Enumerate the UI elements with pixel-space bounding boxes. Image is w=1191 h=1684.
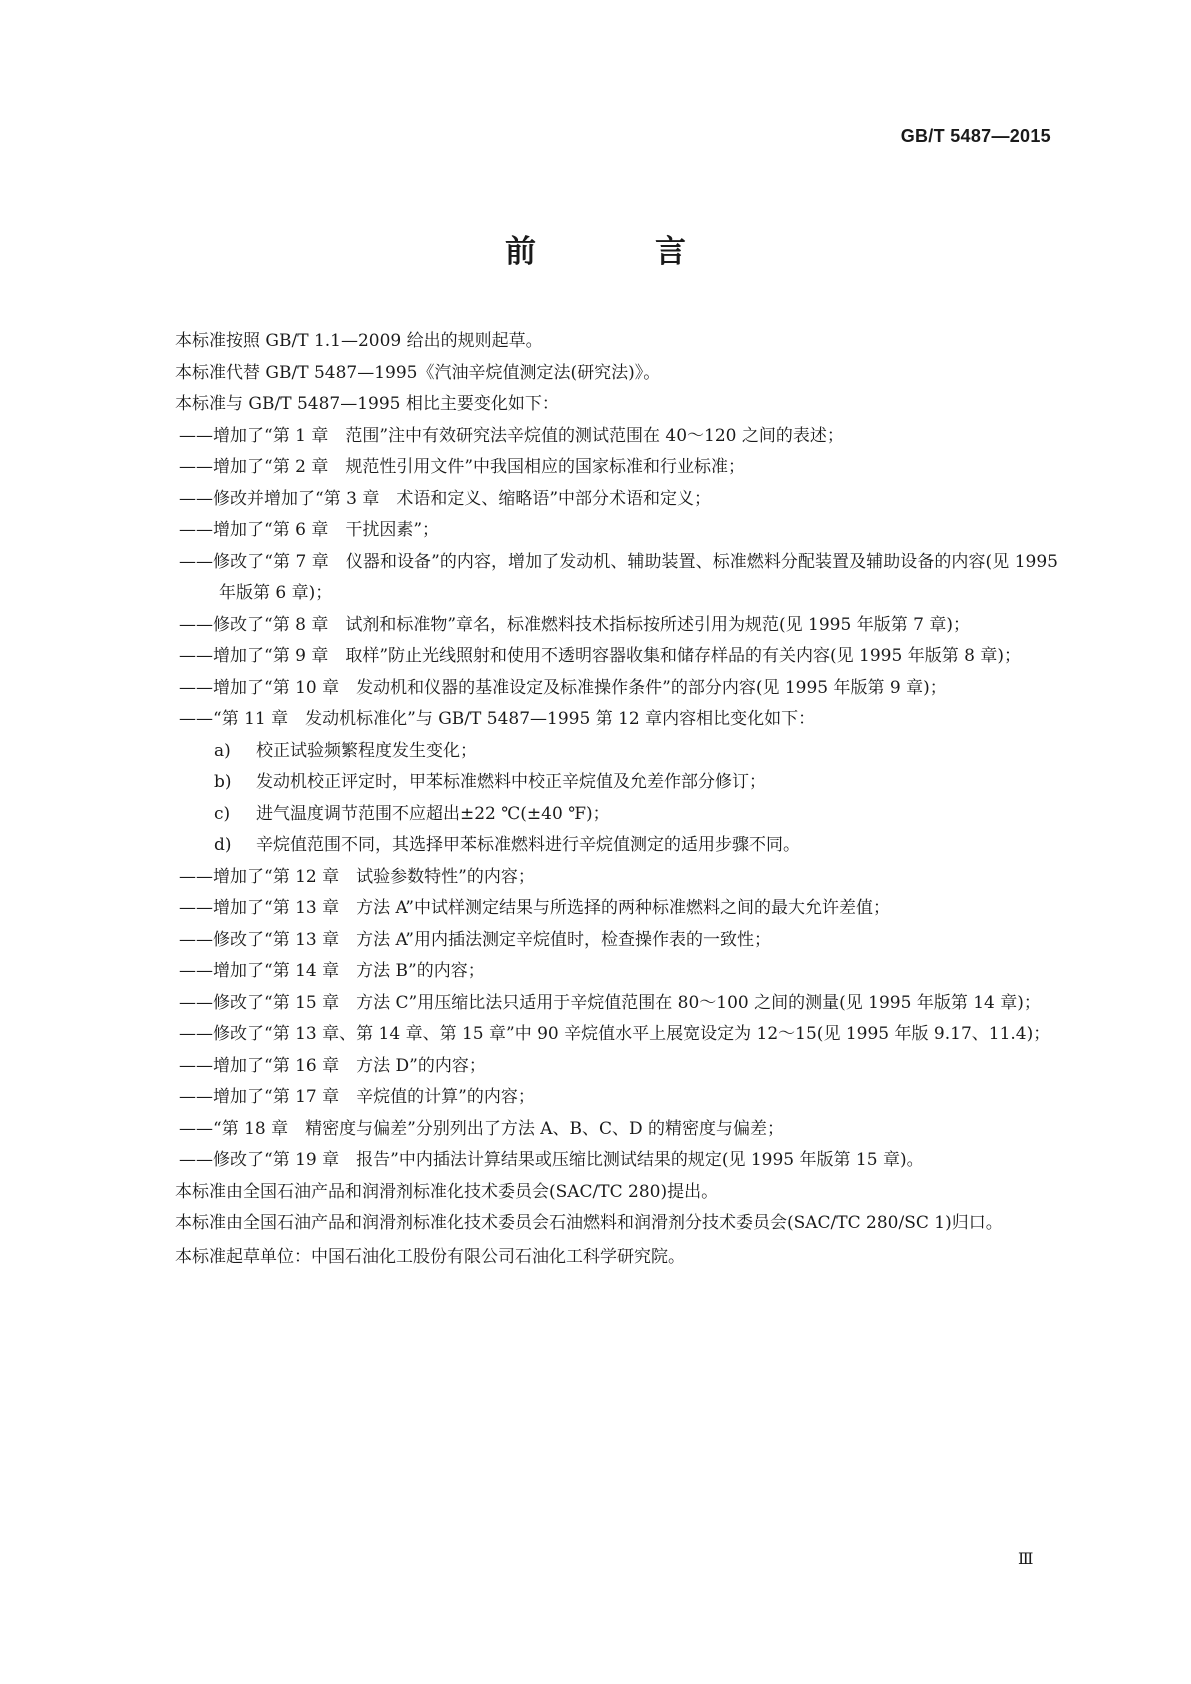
sub-list-item [135,830,1058,862]
sub-list-item [135,767,1058,799]
page-title: 前 言 [505,234,730,270]
list-item: ——增加了“第 13 章 方法 A”中试样测定结果与所选择的两种标准燃料之间的最大允许差值； [179,898,891,918]
list-item: ——增加了“第 9 章 取样”防止光线照射和使用不透明容器收集和储存样品的有关内容(见 1995 年版第 8 章)； [179,646,1021,666]
sub-list-item [135,799,1058,831]
sub-item-text: 辛烷值范围不同，其选择甲苯标准燃料进行辛烷值测定的适用步骤不同。 [256,835,800,855]
sub-item-text: 进气温度调节范围不应超出±22 ℃(±40 ℉)； [256,803,610,824]
sub-item-label: c) [214,803,231,824]
list-item: ——增加了“第 10 章 发动机和仪器的基准设定及标准操作条件”的部分内容(见 1995 年版第 9 章)； [179,677,947,698]
list-item: ——增加了“第 2 章 规范性引用文件”中我国相应的国家标准和行业标准； [179,457,746,477]
paragraph: 本标准由全国石油产品和润滑剂标准化技术委员会(SAC/TC 280)提出。 [175,1181,719,1202]
list-item: ——增加了“第 6 章 干扰因素”； [179,520,440,540]
list-item: ——修改了“第 15 章 方法 C”用压缩比法只适用于辛烷值范围在 80～100 之间的测量(见 1995 年版第 14 章)； [179,992,1041,1013]
sub-item-label: d) [214,835,232,855]
sub-list-item [135,736,1058,768]
sub-item-text: 校正试验频繁程度发生变化； [256,740,477,761]
list-item: ——修改了“第 13 章 方法 A”用内插法测定辛烷值时，检查操作表的一致性； [179,929,772,950]
sub-item-label: b) [214,772,232,792]
sub-item-text: 发动机校正评定时，甲苯标准燃料中校正辛烷值及允差作部分修订； [256,772,766,792]
list-item: ——增加了“第 1 章 范围”注中有效研究法辛烷值的测试范围在 40～120 之间的表述； [179,425,844,446]
list-item: ——增加了“第 17 章 辛烷值的计算”的内容； [179,1087,535,1107]
list-item: ——“第 18 章 精密度与偏差”分别列出了方法 A、B、C、D 的精密度与偏差； [179,1118,785,1139]
list-item: ——“第 11 章 发动机标准化”与 GB/T 5487—1995 第 12 章内容相比变化如下： [179,709,816,729]
list-item: ——增加了“第 14 章 方法 B”的内容； [179,961,485,981]
list-item: ——修改了“第 7 章 仪器和设备”的内容，增加了发动机、辅助装置、标准燃料分配装置及辅助设备的内容(见 1995 年版第 6 章)； [179,551,1058,603]
list-item: ——修改了“第 8 章 试剂和标准物”章名，标准燃料技术指标按所述引用为规范(见 1995 年版第 7 章)； [179,614,970,635]
list-item: ——修改了“第 19 章 报告”中内插法计算结果或压缩比测试结果的规定(见 1995 年版第 15 章)。 [179,1150,924,1170]
list-item: ——修改并增加了“第 3 章 术语和定义、缩略语”中部分术语和定义； [179,488,712,509]
paragraph: 本标准按照 GB/T 1.1—2009 给出的规则起草。 [175,331,543,351]
list-item: ——增加了“第 16 章 方法 D”的内容； [179,1055,486,1076]
standard-code: GB/T 5487—2015 [900,126,1051,146]
foreword-body [135,326,1058,1273]
paragraph: 本标准起草单位：中国石油化工股份有限公司石油化工科学研究院。 [175,1246,685,1267]
paragraph: 本标准代替 GB/T 5487—1995《汽油辛烷值测定法(研究法)》。 [175,362,661,383]
list-item: ——增加了“第 12 章 试验参数特性”的内容； [179,866,535,887]
paragraph: 本标准由全国石油产品和润滑剂标准化技术委员会石油燃料和润滑剂分技术委员会(SAC/TC 280/SC 1)归口。 [175,1213,1003,1233]
page-number: Ⅲ [1018,1549,1034,1568]
sub-item-label: a) [214,740,231,761]
paragraph: 本标准与 GB/T 5487—1995 相比主要变化如下： [175,394,559,414]
list-item: ——修改了“第 13 章、第 14 章、第 15 章”中 90 辛烷值水平上展宽设定为 12～15(见 1995 年版 9.17、11.4)； [179,1024,1051,1044]
